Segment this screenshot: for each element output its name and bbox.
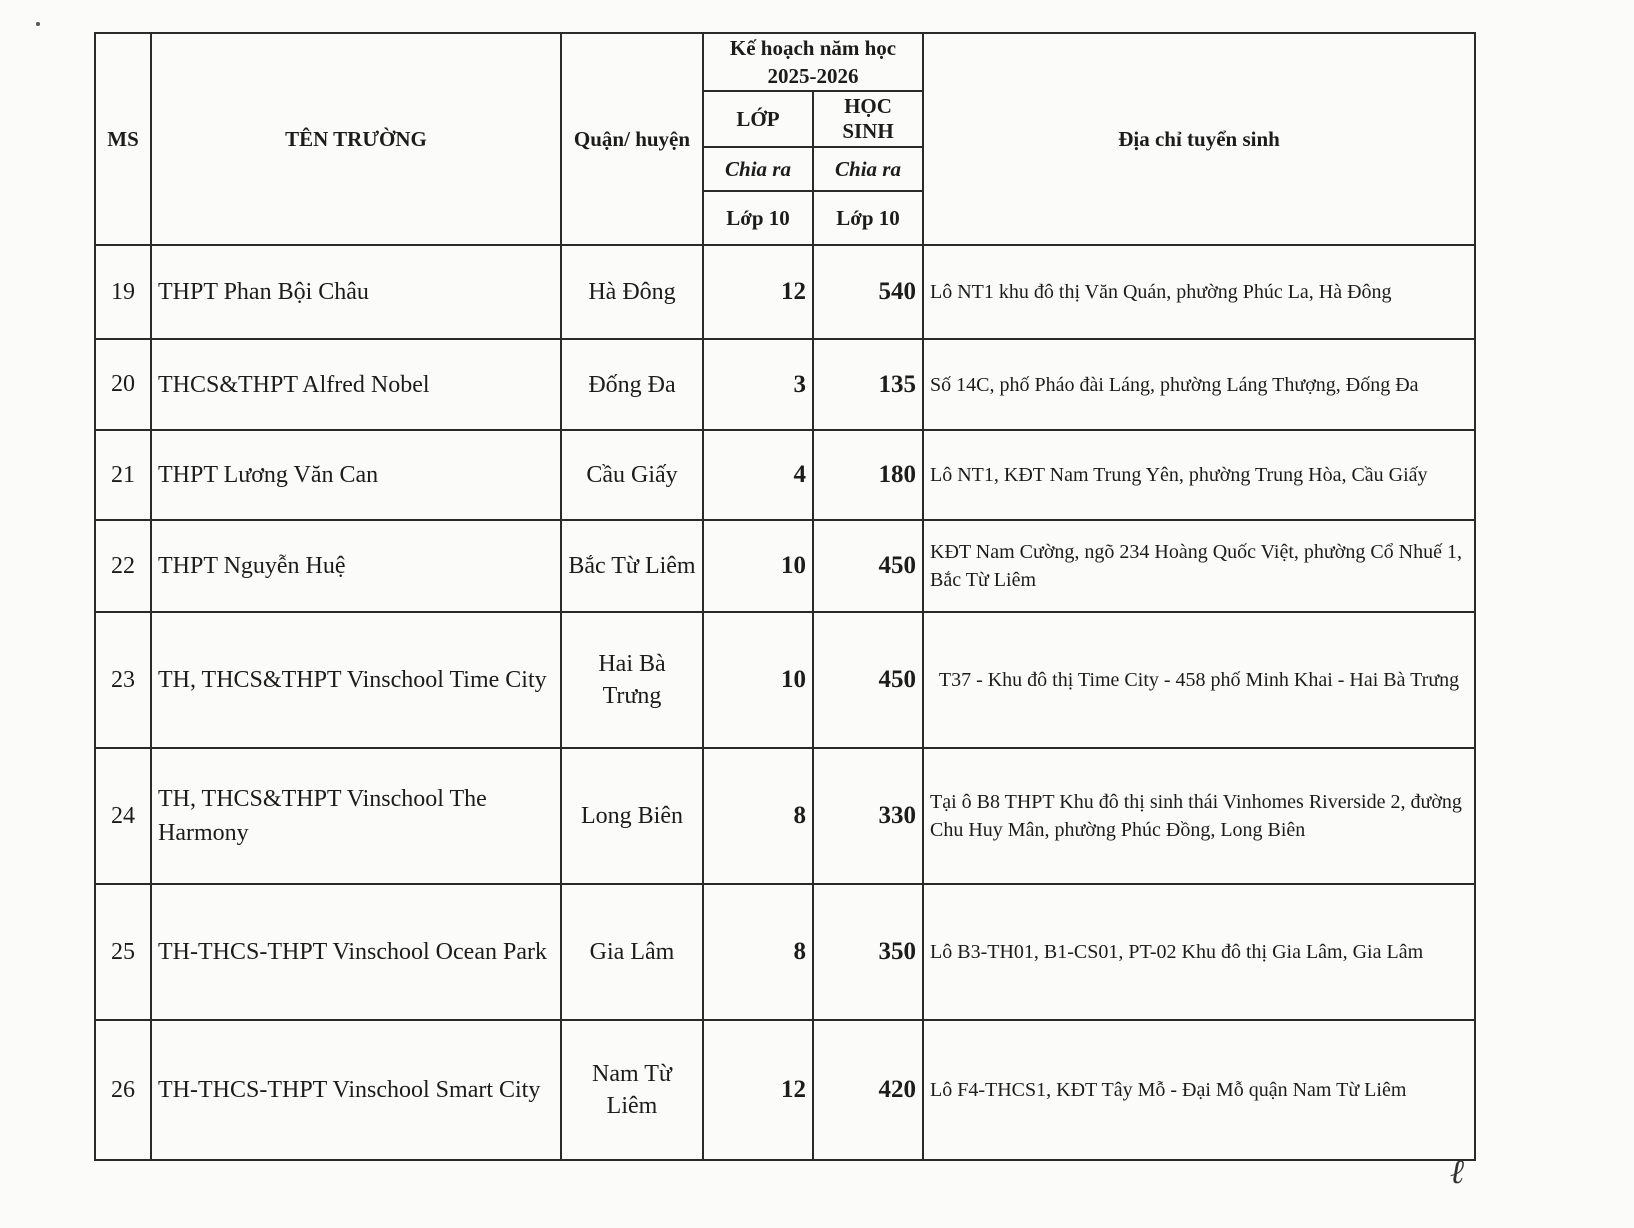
row-students: 450 — [813, 520, 923, 612]
row-classes: 3 — [703, 339, 813, 430]
row-ms: 20 — [95, 339, 151, 430]
row-school-name: TH, THCS&THPT Vinschool Time City — [151, 612, 561, 748]
header-plan — [703, 33, 923, 91]
table-body — [95, 245, 1475, 1160]
header-address: Địa chỉ tuyển sinh — [923, 33, 1475, 245]
row-school-name: THCS&THPT Alfred Nobel — [151, 339, 561, 430]
row-classes: 10 — [703, 612, 813, 748]
scan-speck — [36, 22, 40, 26]
row-school-name: THPT Nguyễn Huệ — [151, 520, 561, 612]
row-school-name: TH-THCS-THPT Vinschool Smart City — [151, 1020, 561, 1160]
header-grade-students: Lớp 10 — [813, 191, 923, 245]
row-district: Long Biên — [561, 748, 703, 884]
row-school-name: THPT Lương Văn Can — [151, 430, 561, 520]
table-row — [95, 520, 1475, 612]
initial-mark-icon: ℓ — [1449, 1154, 1464, 1191]
row-ms: 22 — [95, 520, 151, 612]
row-ms: 23 — [95, 612, 151, 748]
row-ms: 26 — [95, 1020, 151, 1160]
row-students: 330 — [813, 748, 923, 884]
table-header — [95, 33, 1475, 245]
table-row — [95, 612, 1475, 748]
row-classes: 12 — [703, 245, 813, 339]
header-school-name: TÊN TRƯỜNG — [151, 33, 561, 245]
row-address: Lô NT1 khu đô thị Văn Quán, phường Phúc La, Hà Đông — [923, 245, 1475, 339]
table-row — [95, 748, 1475, 884]
row-ms: 21 — [95, 430, 151, 520]
row-students: 180 — [813, 430, 923, 520]
row-address: Tại ô B8 THPT Khu đô thị sinh thái Vinhomes Riverside 2, đường Chu Huy Mân, phường Phúc Đồng, Long Biên — [923, 748, 1475, 884]
row-district: Nam Từ Liêm — [561, 1020, 703, 1160]
row-address: Lô B3-TH01, B1-CS01, PT-02 Khu đô thị Gia Lâm, Gia Lâm — [923, 884, 1475, 1020]
row-classes: 8 — [703, 884, 813, 1020]
row-classes: 4 — [703, 430, 813, 520]
table-row — [95, 1020, 1475, 1160]
row-school-name: TH, THCS&THPT Vinschool The Harmony — [151, 748, 561, 884]
row-ms: 19 — [95, 245, 151, 339]
row-address: Lô F4-THCS1, KĐT Tây Mỗ - Đại Mỗ quận Nam Từ Liêm — [923, 1020, 1475, 1160]
enrollment-plan-table — [94, 32, 1476, 1161]
table-row — [95, 339, 1475, 430]
header-classes: LỚP — [703, 91, 813, 147]
table-row — [95, 430, 1475, 520]
row-students: 420 — [813, 1020, 923, 1160]
row-school-name: THPT Phan Bội Châu — [151, 245, 561, 339]
row-classes: 12 — [703, 1020, 813, 1160]
header-grade-classes: Lớp 10 — [703, 191, 813, 245]
table-row — [95, 884, 1475, 1020]
row-district: Bắc Từ Liêm — [561, 520, 703, 612]
row-district: Hai Bà Trưng — [561, 612, 703, 748]
header-students: HỌC SINH — [813, 91, 923, 147]
header-ms: MS — [95, 33, 151, 245]
row-district: Cầu Giấy — [561, 430, 703, 520]
row-classes: 10 — [703, 520, 813, 612]
row-address: KĐT Nam Cường, ngõ 234 Hoàng Quốc Việt, phường Cổ Nhuế 1, Bắc Từ Liêm — [923, 520, 1475, 612]
header-plan-title: Kế hoạch năm học — [729, 36, 897, 60]
row-students: 450 — [813, 612, 923, 748]
row-district: Gia Lâm — [561, 884, 703, 1020]
row-students: 350 — [813, 884, 923, 1020]
row-classes: 8 — [703, 748, 813, 884]
row-address: Số 14C, phố Pháo đài Láng, phường Láng Thượng, Đống Đa — [923, 339, 1475, 430]
row-school-name: TH-THCS-THPT Vinschool Ocean Park — [151, 884, 561, 1020]
row-students: 540 — [813, 245, 923, 339]
table-row — [95, 245, 1475, 339]
row-address: T37 - Khu đô thị Time City - 458 phố Minh Khai - Hai Bà Trưng — [923, 612, 1475, 748]
row-students: 135 — [813, 339, 923, 430]
row-ms: 24 — [95, 748, 151, 884]
row-address: Lô NT1, KĐT Nam Trung Yên, phường Trung Hòa, Cầu Giấy — [923, 430, 1475, 520]
row-district: Đống Đa — [561, 339, 703, 430]
header-plan-year: 2025-2026 — [767, 64, 859, 88]
row-district: Hà Đông — [561, 245, 703, 339]
header-breakdown-students: Chia ra — [813, 147, 923, 191]
header-breakdown-classes: Chia ra — [703, 147, 813, 191]
row-ms: 25 — [95, 884, 151, 1020]
header-district: Quận/ huyện — [561, 33, 703, 245]
